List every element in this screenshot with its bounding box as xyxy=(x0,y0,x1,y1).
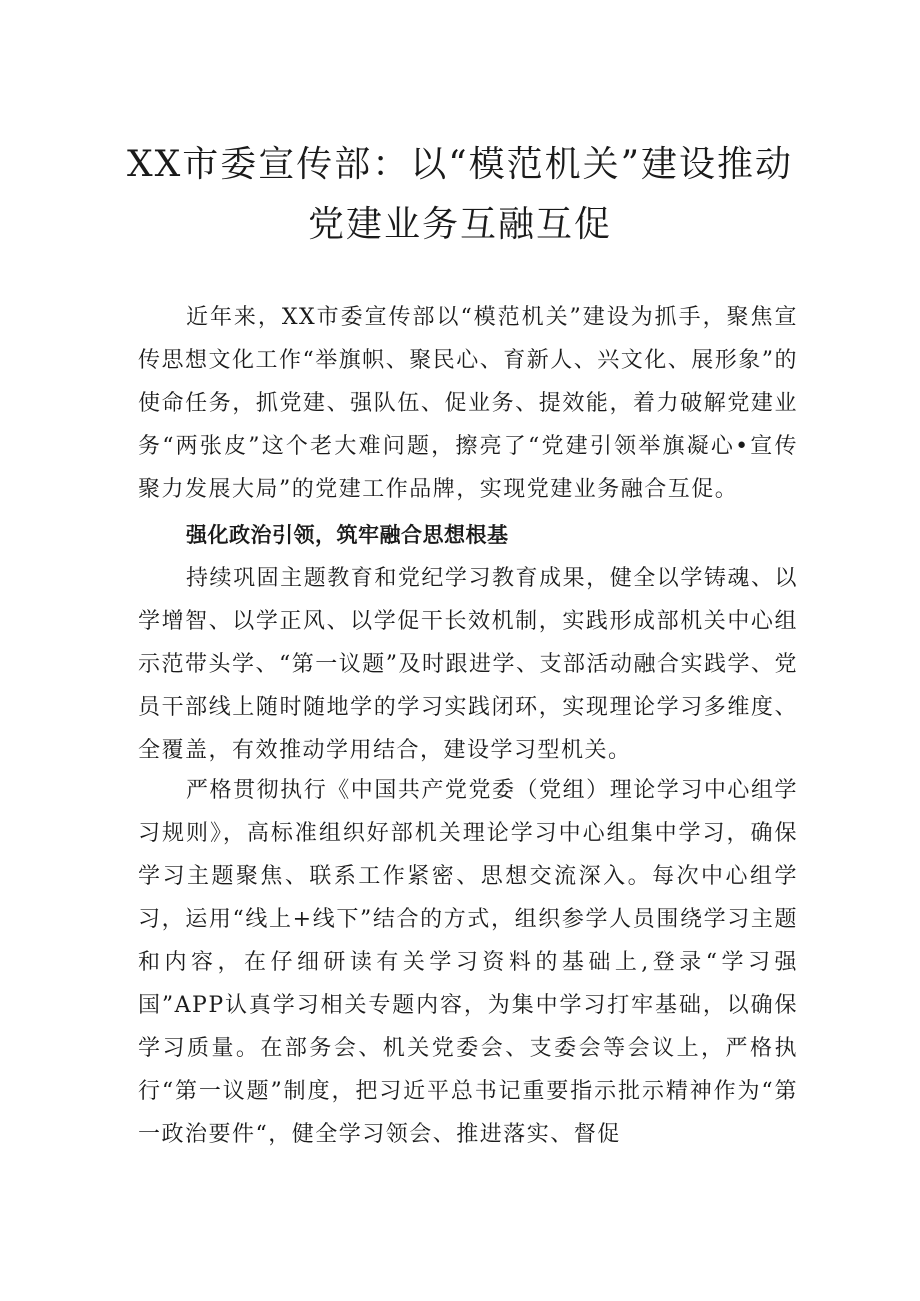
paragraph-theory-study: 持续巩固主题教育和党纪学习教育成果，健全以学铸魂、以学增智、以学正风、以学促干长效机制，实践形成部机关中心组示范带头学、“第一议题”及时跟进学、支部活动融合实践学、党员干部线上随时随地学的学习实践闭环，实现理论学习多维度、全覆盖，有效推动学用结合，建设学习型机关。 xyxy=(138,566,798,763)
document-title-line-2: 党建业务互融互促 xyxy=(307,204,612,245)
document-title-line-1: XX市委宣传部：以“模范机关”建设推动 xyxy=(126,144,794,185)
paragraph-intro: 近年来，XX市委宣传部以“模范机关”建设为抓手，聚焦宣传思想文化工作“举旗帜、聚民心、育新人、兴文化、展形象”的使命任务，抓党建、强队伍、促业务、提效能，着力破解党建业务“两张皮”这个老大难问题，擦亮了“党建引领举旗凝心•宣传聚力发展大局”的党建工作品牌，实现党建业务融合互促。 xyxy=(138,305,798,502)
section-heading: 强化政治引领，筑牢融合思想根基 xyxy=(186,523,509,547)
paragraph-central-group-study: 严格贯彻执行《中国共产党党委（党组）理论学习中心组学习规则》，高标准组织好部机关理论学习中心组集中学习，确保学习主题聚焦、联系工作紧密、思想交流深入。每次中心组学习，运用“线上+线下”结合的方式，组织参学人员围绕学习主题和内容，在仔细研读有关学习资料的基础上,登录“学习强国”APP认真学习相关专题内容，为集中学习打牢基础，以确保学习质量。在部务会、机关党委会、支委会等会议上，严格执行“第一议题”制度，把习近平总书记重要指示批示精神作为“第一政治要件“，健全学习领会、推进落实、督促 xyxy=(138,778,798,1147)
